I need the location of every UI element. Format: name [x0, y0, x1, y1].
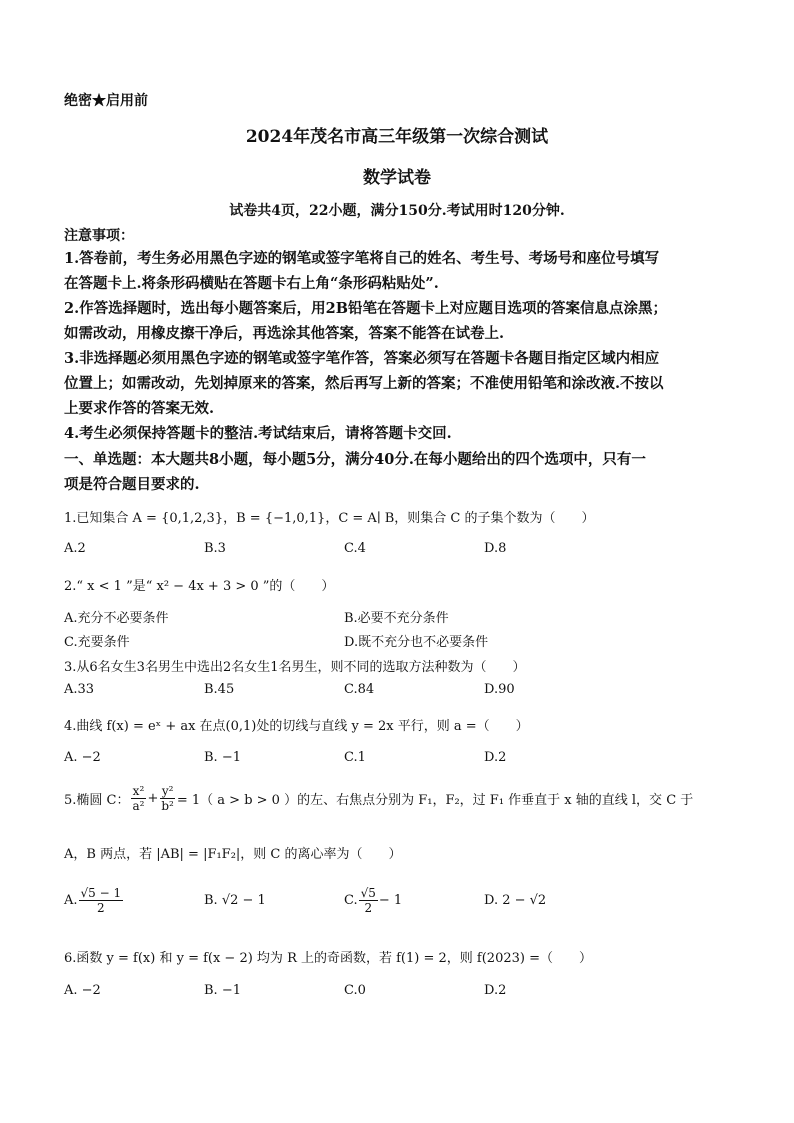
option-c: C.0: [344, 983, 366, 998]
option-c: C.84: [344, 682, 375, 697]
q5-plus: +: [147, 791, 159, 806]
option-c: [344, 886, 484, 915]
option-d: D.既不充分也不必要条件: [344, 635, 489, 650]
question-6-options: [64, 983, 624, 998]
question-3-options: [64, 682, 624, 697]
option-b: B.必要不充分条件: [344, 611, 449, 626]
notice-line: 位置上；如需改动，先划掉原来的答案，然后再写上新的答案；不准使用铅笔和涂改液.不按以: [64, 375, 664, 392]
option-c-tail: − 1: [378, 893, 403, 908]
option-b: B. √2 − 1: [204, 893, 266, 908]
notice-line: 1.答卷前，考生务必用黑色字迹的钢笔或签字笔将自己的姓名、考生号、考场号和座位号填写: [64, 250, 660, 267]
exam-subject: 数学试卷: [363, 168, 431, 188]
q5-fraction-x: [130, 784, 146, 813]
notice-line: 4.考生必须保持答题卡的整洁.考试结束后，请将答题卡交回.: [64, 425, 452, 442]
frac-num: √5 − 1: [80, 886, 122, 900]
option-b: B. −1: [204, 750, 241, 765]
q5-frac-num: x²: [132, 784, 145, 798]
q5-stem-prefix: 5.椭圆 C：: [64, 793, 130, 808]
option-c-label: C.: [344, 893, 358, 908]
exam-title: 2024年茂名市高三年级第一次综合测试: [245, 127, 549, 147]
question-2-options-row2: [64, 631, 624, 650]
option-a: A. −2: [64, 983, 101, 998]
option-c-fraction: [359, 886, 378, 915]
question-6-stem: 6.函数 y = f(x) 和 y = f(x − 2) 均为 R 上的奇函数，若 f(1) = 2，则 f(2023) =（ ）: [64, 951, 592, 966]
question-5-options: [64, 886, 624, 915]
question-2-stem: 2.“ x < 1 ”是“ x² − 4x + 3 > 0 ”的（ ）: [64, 579, 335, 594]
option-b: B. −1: [204, 983, 241, 998]
section-heading-line: 一、单选题：本大题共8小题，每小题5分，满分40分.在每小题给出的四个选项中，只有一: [64, 451, 646, 468]
exam-info: 试卷共4页，22小题，满分150分.考试用时120分钟.: [229, 203, 565, 219]
q5-stem-suffix: = 1（ a > b > 0 ）的左、右焦点分别为 F₁，F₂，过 F₁ 作垂直于 x 轴的直线 l，交 C 于: [176, 793, 694, 808]
notice-heading: 注意事项：: [64, 228, 134, 244]
notice-line: 上要求作答的答案无效.: [64, 400, 215, 417]
option-b: B.45: [204, 682, 235, 697]
question-3-stem: 3.从6名女生3名男生中选出2名女生1名男生，则不同的选取方法种数为（ ）: [64, 660, 526, 675]
option-d: D.90: [484, 682, 515, 697]
frac-den: 2: [97, 901, 105, 915]
question-1-stem: 1.已知集合 A = {0,1,2,3}，B = {−1,0,1}，C = A∣ B，则集合 C 的子集个数为（ ）: [64, 511, 595, 526]
frac-num: √5: [360, 886, 376, 900]
option-a: [64, 886, 204, 915]
q5-frac-den: b²: [161, 799, 174, 813]
secret-label: 绝密★启用前: [64, 93, 148, 109]
question-1-options: [64, 541, 624, 556]
question-2-options-row1: [64, 607, 624, 626]
option-d: D.2: [484, 750, 507, 765]
option-c: C.1: [344, 750, 366, 765]
section-heading-line: 项是符合题目要求的.: [64, 476, 200, 493]
option-a: A. −2: [64, 750, 101, 765]
option-d: D.2: [484, 983, 507, 998]
notice-line: 2.作答选择题时，选出每小题答案后，用2B铅笔在答题卡上对应题目选项的答案信息点涂黑；: [64, 300, 667, 317]
notice-line: 在答题卡上.将条形码横贴在答题卡右上角“条形码粘贴处”.: [64, 275, 439, 292]
q5-frac-den: a²: [132, 799, 145, 813]
question-5-stem: [64, 784, 693, 813]
option-d: D. 2 − √2: [484, 893, 547, 908]
option-d: D.8: [484, 541, 507, 556]
question-4-options: [64, 750, 624, 765]
option-c: C.4: [344, 541, 366, 556]
question-5-stem-line2: A，B 两点，若 |AB| = |F₁F₂|，则 C 的离心率为（ ）: [64, 847, 402, 862]
option-a: A.2: [64, 541, 86, 556]
frac-den: 2: [364, 901, 373, 915]
option-a: A.33: [64, 682, 95, 697]
option-c: C.充要条件: [64, 635, 130, 650]
q5-frac-num: y²: [161, 784, 174, 798]
option-a: A.充分不必要条件: [64, 611, 169, 626]
option-a-fraction: [79, 886, 124, 915]
question-4-stem: 4.曲线 f(x) = eˣ + ax 在点(0,1)处的切线与直线 y = 2x 平行，则 a =（ ）: [64, 719, 529, 734]
notice-line: 3.非选择题必须用黑色字迹的钢笔或签字笔作答，答案必须写在答题卡各题目指定区域内相应: [64, 350, 660, 367]
option-b: B.3: [204, 541, 226, 556]
notice-line: 如需改动，用橡皮擦干净后，再选涂其他答案，答案不能答在试卷上.: [64, 325, 505, 342]
option-a-label: A.: [64, 893, 78, 908]
q5-fraction-y: [159, 784, 176, 813]
